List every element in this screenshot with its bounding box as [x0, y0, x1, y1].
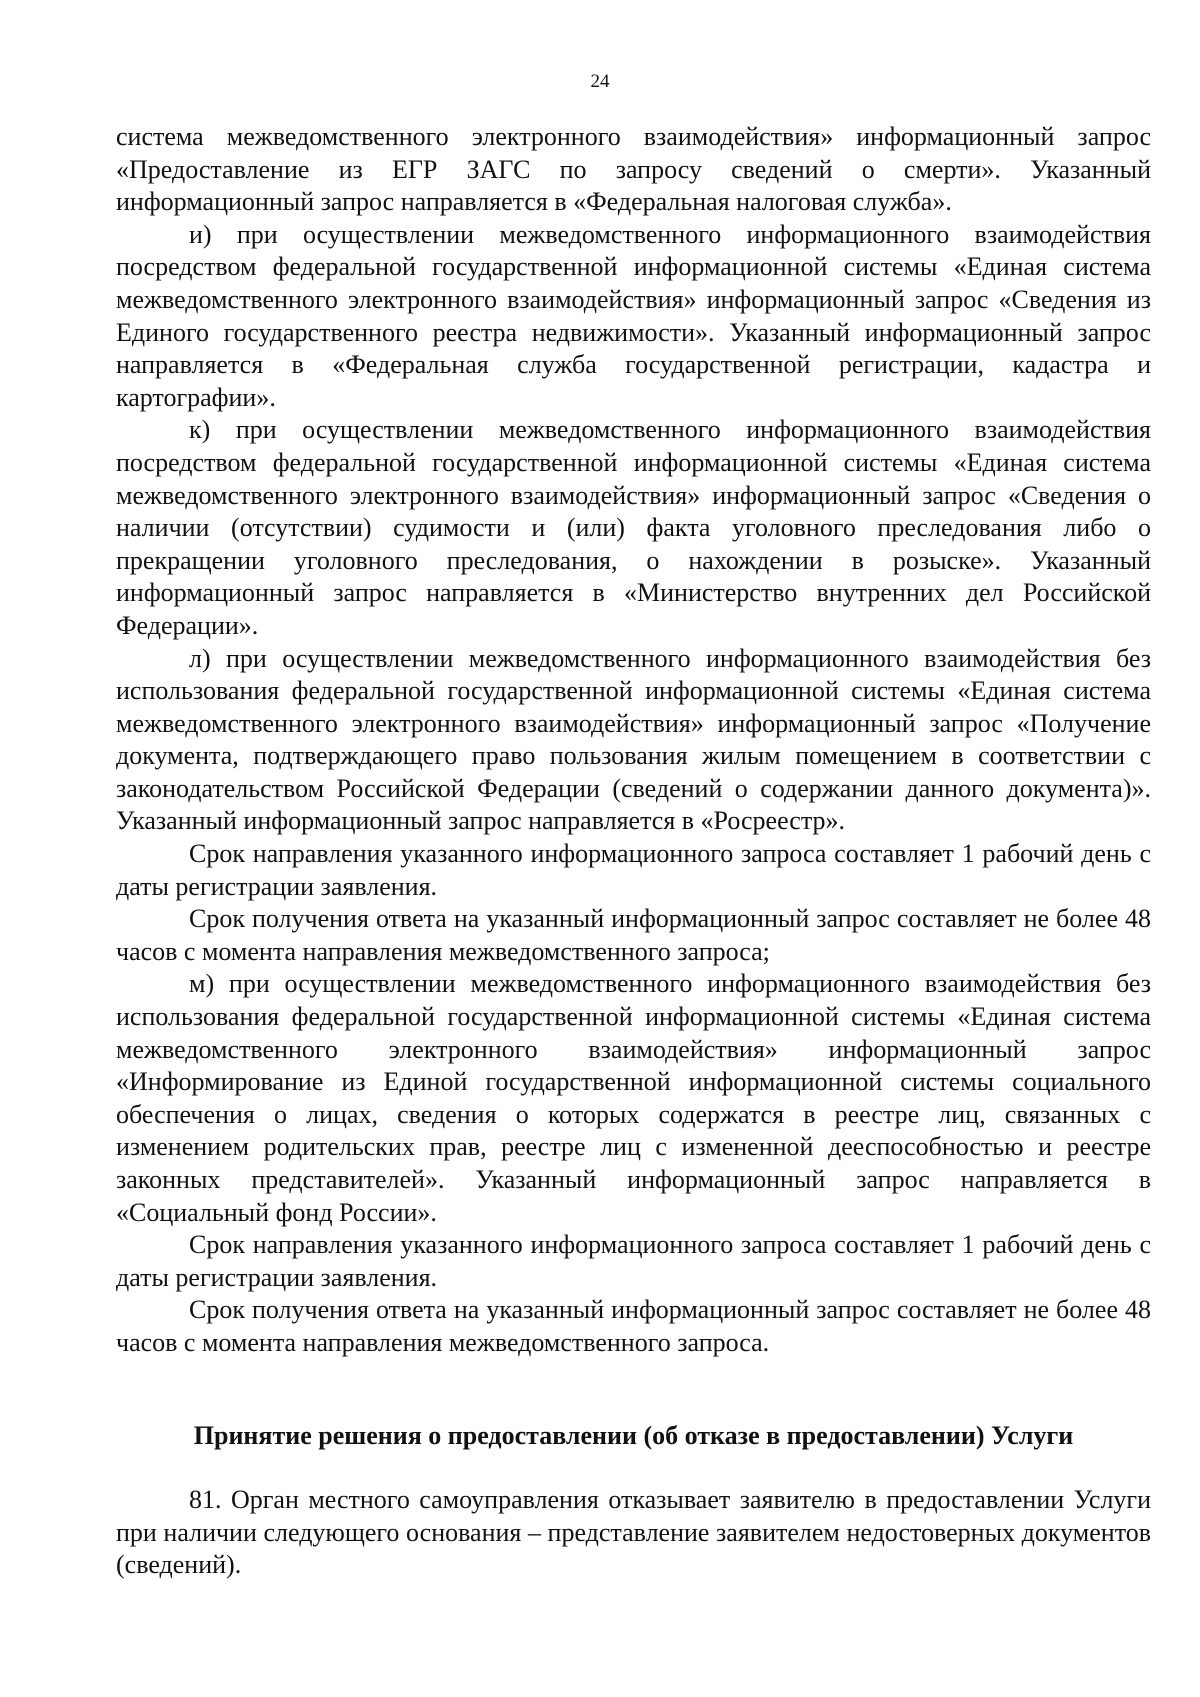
paragraph-continuation: система межведомственного электронного взаимодействия» информационный запрос «Предоставление из ЕГР ЗАГС по запросу сведений о смерти». Указанный информационный запрос направляется в «Федеральная налоговая служба». — [116, 122, 1151, 217]
final-text — [116, 1484, 1151, 1582]
paragraph-81: 81. Орган местного самоуправления отказывает заявителю в предоставлении Услуги при наличии следующего основания – представление заявителем недостоверных документов (сведений). — [116, 1485, 1151, 1580]
paragraph-item-m: м) при осуществлении межведомственного информационного взаимодействия без использования федеральной государственной информационной системы «Единая система межведомственного электронного взаимодействия» информационный запрос «Информирование из Единой государственной информационной системы социального обеспечения о лицах, сведения о которых содержатся в реестре лиц, связанных с изменением родительских прав, реестре лиц с измененной дееспособностью и реестре законных представителей». Указанный информационный запрос направляется в «Социальный фонд России». — [116, 969, 1151, 1227]
page-number: 24 — [590, 71, 610, 92]
section-heading: Принятие решения о предоставлении (об отказе в предоставлении) Услуги — [193, 1421, 1074, 1450]
paragraph-item-l: л) при осуществлении межведомственного информационного взаимодействия без использования федеральной государственной информационной системы «Единая система межведомственного электронного взаимодействия» информационный запрос «Получение документа, подтверждающего право пользования жилым помещением в соответствии с законодательством Российской Федерации (сведений о содержании данного документа)». Указанный информационный запрос направляется в «Росреестр». — [116, 643, 1151, 836]
paragraph-deadline-send-1: Срок направления указанного информационного запроса составляет 1 рабочий день с даты регистрации заявления. — [116, 839, 1151, 901]
paragraph-item-i: и) при осуществлении межведомственного информационного взаимодействия посредством федеральной государственной информационной системы «Единая система межведомственного электронного взаимодействия» информационный запрос «Сведения из Единого государственного реестра недвижимости». Указанный информационный запрос направляется в «Федеральная служба государственной регистрации, кадастра и картографии». — [116, 219, 1151, 412]
paragraph-item-k: к) при осуществлении межведомственного информационного взаимодействия посредством федеральной государственной информационной системы «Единая система межведомственного электронного взаимодействия» информационный запрос «Сведения о наличии (отсутствии) судимости и (или) факта уголовного преследования либо о прекращении уголовного преследования, о нахождении в розыске». Указанный информационный запрос направляется в «Министерство внутренних дел Российской Федерации». — [116, 415, 1151, 640]
paragraph-deadline-send-2: Срок направления указанного информационного запроса составляет 1 рабочий день с даты регистрации заявления. — [116, 1230, 1151, 1292]
paragraph-deadline-response-2: Срок получения ответа на указанный информационный запрос составляет не более 48 часов с момента направления межведомственного запроса. — [116, 1295, 1151, 1357]
paragraph-deadline-response-1: Срок получения ответа на указанный информационный запрос составляет не более 48 часов с момента направления межведомственного запроса; — [116, 904, 1151, 966]
body-text — [116, 121, 1151, 1360]
